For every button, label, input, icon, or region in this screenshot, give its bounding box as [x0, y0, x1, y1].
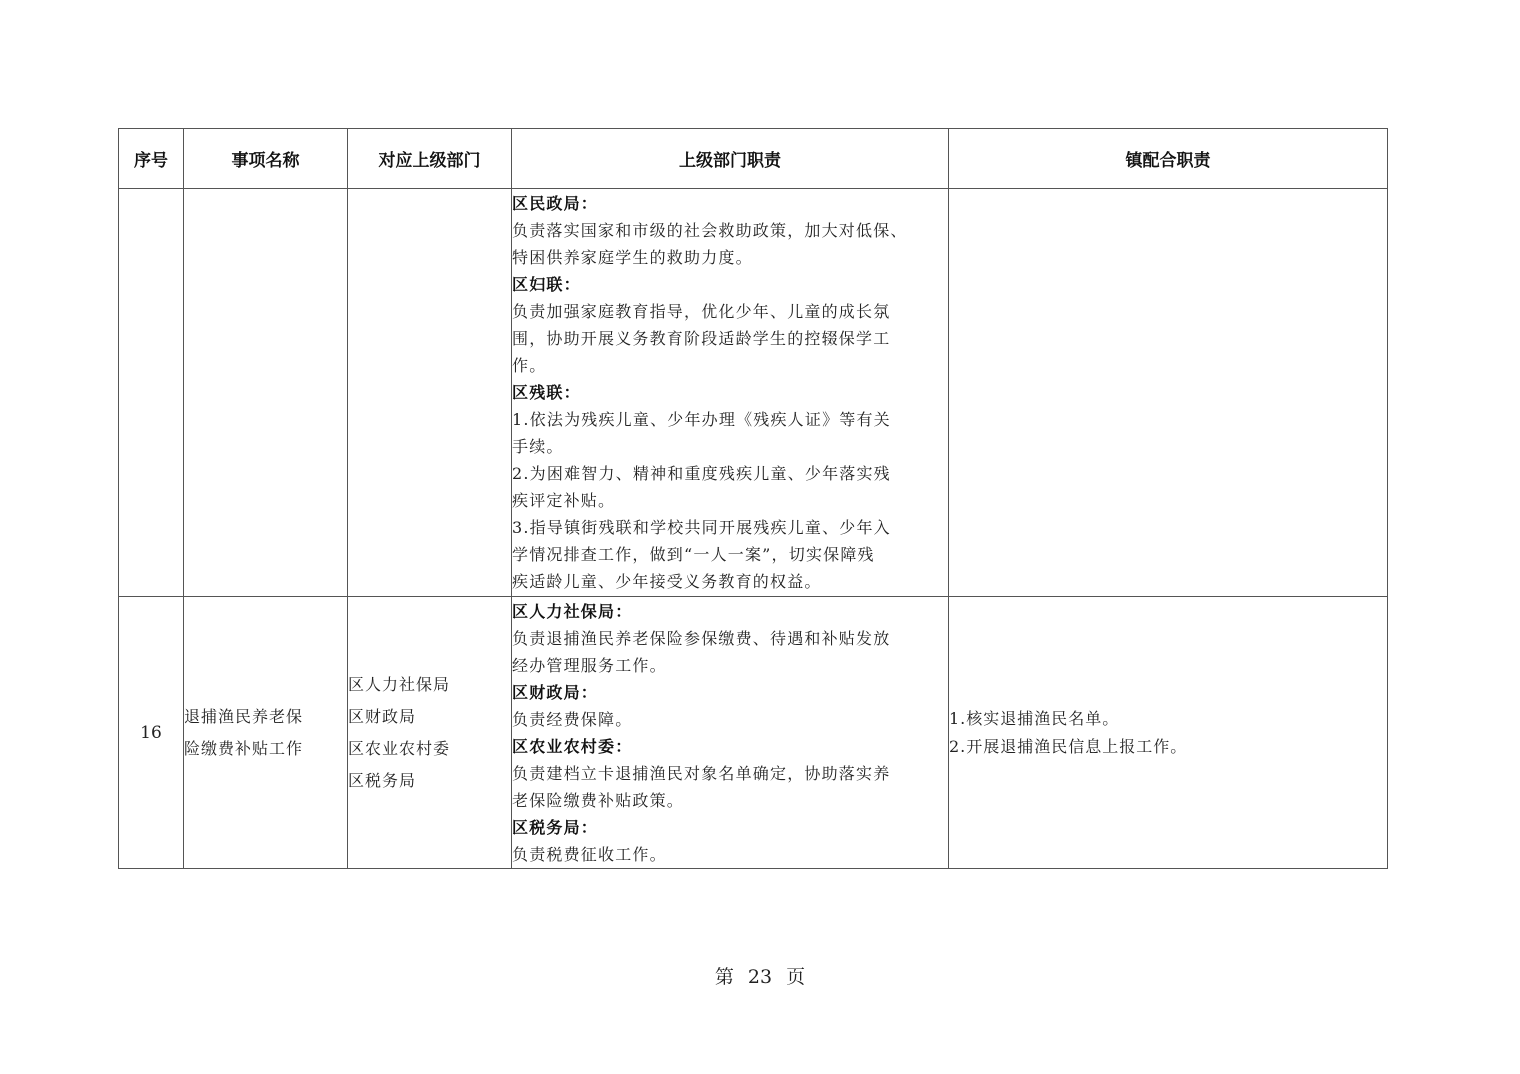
duty-text: 疾适龄儿童、少年接受义务教育的权益。	[512, 572, 822, 591]
row-dept	[348, 597, 512, 869]
table-row	[119, 597, 1388, 869]
page-prefix: 第	[714, 966, 734, 988]
row-dept	[348, 189, 512, 597]
town-duty-item: 1.核实退捕渔民名单。	[949, 708, 1120, 728]
row-name	[184, 189, 348, 597]
duty-text: 学情况排查工作，做到“一人一案”，切实保障残	[512, 545, 875, 564]
row-town	[949, 189, 1388, 597]
duty-text: 经办管理服务工作。	[512, 655, 667, 675]
duty-text: 作。	[512, 356, 547, 375]
table-row	[119, 189, 1388, 597]
duty-text: 负责税费征收工作。	[512, 844, 667, 864]
row-duty	[512, 189, 949, 597]
duty-text: 负责落实国家和市级的社会救助政策，加大对低保、	[512, 221, 908, 240]
duty-text: 特困供养家庭学生的救助力度。	[512, 248, 753, 267]
dept-item: 区人力社保局	[348, 674, 451, 694]
header-seq: 序号	[119, 129, 184, 189]
duty-text: 负责加强家庭教育指导，优化少年、儿童的成长氛	[512, 302, 891, 321]
row-seq	[119, 189, 184, 597]
duty-text: 手续。	[512, 437, 564, 456]
dept-item: 区财政局	[348, 706, 417, 726]
duty-org-label: 区妇联：	[512, 275, 581, 294]
duty-text: 1.依法为残疾儿童、少年办理《残疾人证》等有关	[512, 410, 891, 429]
row-town	[949, 597, 1388, 869]
duty-org-label: 区人力社保局：	[512, 601, 633, 621]
item-name-line: 险缴费补贴工作	[184, 738, 304, 758]
page-number: 23	[747, 966, 773, 988]
duty-text: 疾评定补贴。	[512, 491, 616, 510]
duty-org-label: 区财政局：	[512, 682, 599, 702]
row-seq: 16	[119, 597, 184, 869]
duty-text: 负责建档立卡退捕渔民对象名单确定，协助落实养	[512, 763, 891, 783]
header-town: 镇配合职责	[949, 129, 1388, 189]
duty-org-label: 区税务局：	[512, 817, 599, 837]
page-suffix: 页	[786, 966, 806, 988]
row-duty	[512, 597, 949, 869]
duty-org-label: 区农业农村委：	[512, 736, 633, 756]
header-duty: 上级部门职责	[512, 129, 949, 189]
header-dept: 对应上级部门	[348, 129, 512, 189]
duty-text: 老保险缴费补贴政策。	[512, 790, 685, 810]
duty-text: 负责经费保障。	[512, 709, 633, 729]
row-name	[184, 597, 348, 869]
duty-text: 负责退捕渔民养老保险参保缴费、待遇和补贴发放	[512, 628, 891, 648]
header-name: 事项名称	[184, 129, 348, 189]
duty-text: 围，协助开展义务教育阶段适龄学生的控辍保学工	[512, 329, 891, 348]
duty-table	[118, 128, 1388, 869]
dept-item: 区税务局	[348, 770, 417, 790]
page-footer	[0, 962, 1520, 989]
dept-item: 区农业农村委	[348, 738, 451, 758]
item-name-line: 退捕渔民养老保	[184, 706, 304, 726]
duty-text: 3.指导镇街残联和学校共同开展残疾儿童、少年入	[512, 518, 891, 537]
duty-org-label: 区民政局：	[512, 194, 599, 213]
header-row	[119, 129, 1388, 189]
duty-text: 2.为困难智力、精神和重度残疾儿童、少年落实残	[512, 464, 891, 483]
town-duty-item: 2.开展退捕渔民信息上报工作。	[949, 736, 1188, 756]
duty-org-label: 区残联：	[512, 383, 581, 402]
